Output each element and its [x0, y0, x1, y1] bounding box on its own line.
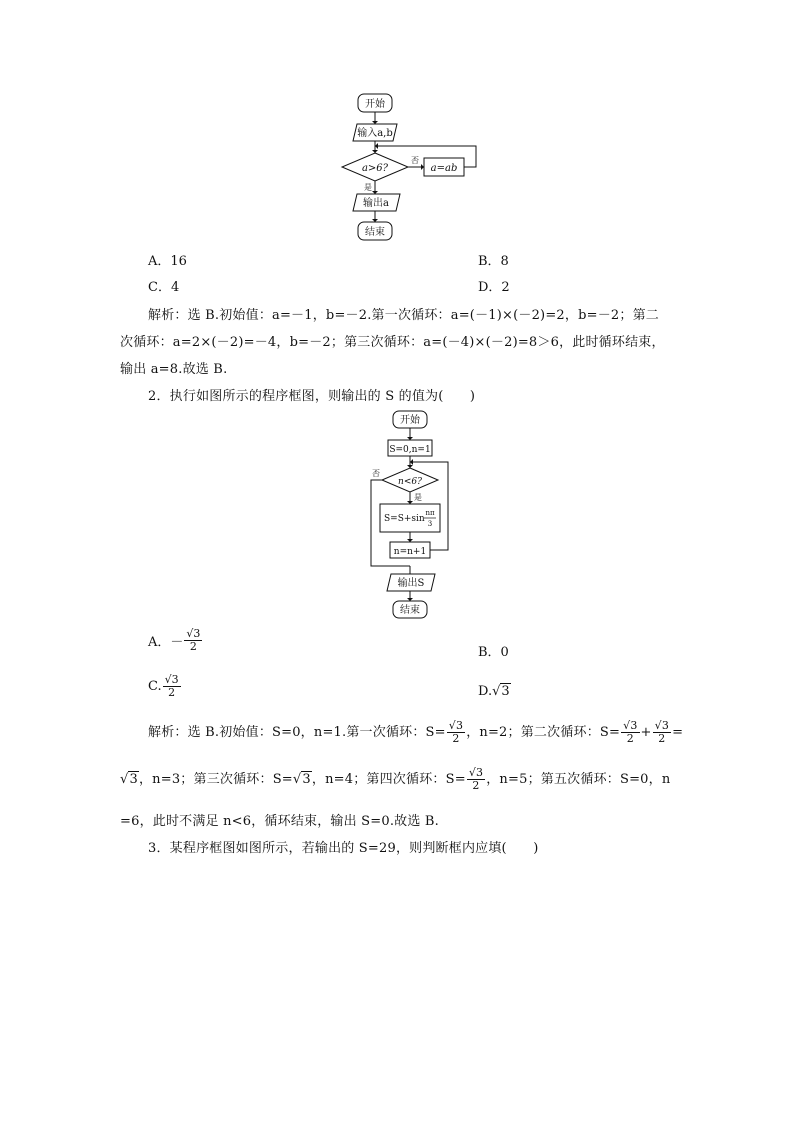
fc1-output: 输出a — [363, 198, 389, 209]
q3-title: 3．某程序框图如图所示，若输出的 S=29，则判断框内应填( ) — [148, 841, 539, 856]
q2-analysis-line-2 — [120, 767, 670, 792]
q2-option-d-sqrt: √3 — [492, 684, 510, 699]
fc1-start: 开始 — [365, 99, 385, 110]
q2-option-d-label: D. — [478, 684, 493, 699]
q2-analysis-rad-1: 3 — [455, 719, 464, 732]
q2-analysis-line-1 — [148, 720, 683, 745]
fc1-input: 输入a,b — [357, 128, 393, 139]
q2-option-c-rad: 3 — [171, 673, 179, 686]
flowchart-2 — [360, 408, 470, 623]
fc2-output: 输出S — [397, 578, 425, 589]
q2-analysis-text-2a: ，n=3；第三次循环：S= — [138, 772, 293, 787]
q1-option-b: B．8 — [478, 254, 509, 269]
q2-analysis-den-2: 2 — [626, 732, 634, 745]
q2-analysis-rad-2: 3 — [630, 719, 638, 732]
fc1-yes-label: 是 — [364, 183, 372, 192]
fc2-body-denominator: 3 — [427, 520, 433, 528]
q2-analysis-frac-2: $\frac{√3}{2}$ — [623, 719, 638, 745]
fc2-condition: n<6? — [398, 477, 422, 487]
q2-analysis-frac-3: $\frac{√3}{2}$ — [654, 719, 670, 745]
q2-analysis-text-1a: 解析：选 B.初始值：S=0，n=1.第一次循环：S= — [148, 725, 446, 740]
q2-option-a-frac: $\frac{√3}{2}$ — [186, 627, 201, 653]
q2-option-c-frac: $\frac{√3}{2}$ — [164, 673, 179, 699]
fc2-no-label: 否 — [372, 469, 380, 478]
q2-title: 2．执行如图所示的程序框图，则输出的 S 的值为( ) — [148, 389, 476, 404]
fc1-condition: a>6? — [361, 163, 389, 174]
q2-analysis-frac-4: $\frac{√3}{2}$ — [468, 766, 484, 792]
flowchart-1 — [330, 90, 500, 245]
fc2-start: 开始 — [400, 415, 420, 426]
q2-analysis-rad-5: 3 — [302, 772, 311, 787]
q1-option-c: C．4 — [148, 280, 180, 295]
q2-analysis-text-1b: ，n=2；第二次循环：S= — [466, 725, 621, 740]
q2-analysis-equals: = — [672, 725, 684, 740]
fc2-yes-label: 是 — [414, 493, 422, 502]
q2-analysis-frac-1: $\frac{√3}{2}$ — [448, 719, 464, 745]
fc2-end: 结束 — [400, 605, 420, 616]
fc1-assign: a=ab — [430, 163, 458, 174]
q2-option-a-rad: 3 — [193, 627, 201, 640]
q1-analysis-line-2: 次循环：a=2×(－2)=－4，b=－2；第三次循环：a=(－4)×(－2)=8＞6，此时循环结束， — [120, 335, 665, 350]
q2-option-a-den: 2 — [189, 640, 197, 653]
q2-analysis-text-2b: ，n=4；第四次循环：S= — [311, 772, 466, 787]
q1-option-d: D．2 — [478, 280, 510, 295]
q2-analysis-plus: + — [640, 725, 652, 740]
q2-analysis-line-3: =6，此时不满足 n<6，循环结束，输出 S=0.故选 B. — [120, 814, 439, 829]
q2-analysis-sqrt-b: √3 — [292, 772, 311, 787]
fc1-end: 结束 — [365, 227, 385, 238]
fc1-no-label: 否 — [411, 156, 419, 165]
fc2-body: S=S+sin — [384, 514, 425, 524]
q2-option-c-label: C. — [148, 679, 162, 694]
q2-analysis-rad-3: 3 — [661, 719, 670, 732]
q2-analysis-den-3: 2 — [658, 732, 666, 745]
q2-analysis-den-4: 2 — [472, 779, 480, 792]
fc2-init: S=0,n=1 — [389, 445, 431, 455]
q2-option-a — [148, 628, 203, 653]
q2-option-a-label: A．－ — [148, 635, 184, 650]
q1-analysis-line-1: 解析：选 B.初始值：a=－1，b=－2.第一次循环：a=(－1)×(－2)=2，b=－2；第二 — [148, 308, 659, 323]
q2-analysis-sqrt-a: √3 — [120, 772, 138, 787]
fc2-body-numerator: nπ — [425, 509, 435, 517]
q2-analysis-text-2c: ，n=5；第五次循环：S=0，n — [486, 772, 671, 787]
q2-option-c-den: 2 — [168, 686, 176, 699]
fc2-increment: n=n+1 — [393, 547, 427, 557]
q2-analysis-rad-4: 3 — [129, 772, 138, 787]
q2-option-d-rad: 3 — [501, 684, 510, 699]
q2-option-b: B．0 — [478, 645, 509, 660]
q2-option-c — [148, 674, 182, 699]
q2-option-d — [478, 684, 511, 699]
q2-analysis-rad-6: 3 — [476, 766, 484, 779]
q2-analysis-den-1: 2 — [452, 732, 460, 745]
q1-option-a: A．16 — [148, 254, 187, 269]
q1-analysis-line-3: 输出 a=8.故选 B. — [120, 362, 228, 377]
